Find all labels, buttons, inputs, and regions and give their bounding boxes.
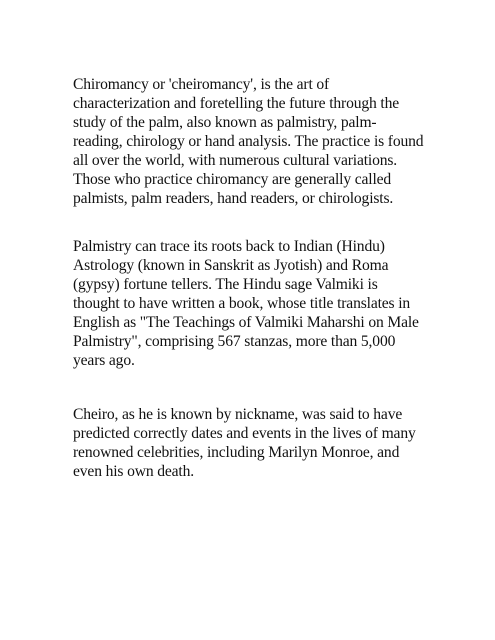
paragraph-cheiro: Cheiro, as he is known by nickname, was said to have predicted correctly dates and events in the lives of many renowned celebrities, including Marilyn Monroe, and even his own death. — [73, 406, 416, 480]
paragraph-palmistry-origins: Palmistry can trace its roots back to Indian (Hindu) Astrology (known in Sanskrit as Jyotish) and Roma (gypsy) fortune tellers. The Hindu sage Valmiki is thought to have written a book, whose title translates in English as "The Teachings of Valmiki Maharshi on Male Palmistry", comprising 567 stanzas, more than 5,000 years ago. — [73, 238, 419, 369]
paragraph-chiromancy-definition: Chiromancy or 'cheiromancy', is the art of characterization and foretelling the future through the study of the palm, also known as palmistry, palm-reading, chirology or hand analysis. The practice is found all over the world, with numerous cultural variations. Those who practice chiromancy are generally called palmists, palm readers, hand readers, or chirologists. — [73, 76, 424, 207]
